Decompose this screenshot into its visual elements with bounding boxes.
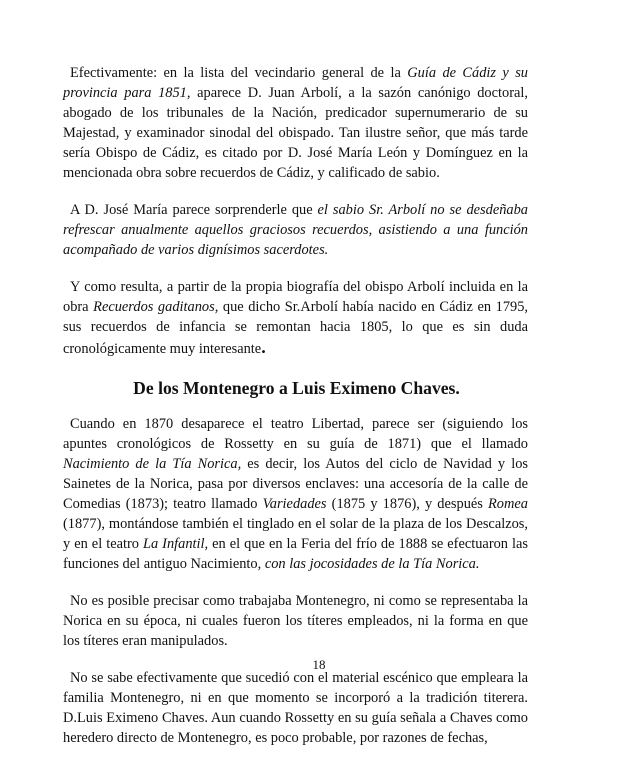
italic-text: La Infantil, [142,536,209,552]
italic-text: Nacimiento de la Tía Norica, [63,456,242,472]
text-segment: Cuando en 1870 desaparece el teatro Libertad, parece ser (siguiendo los apuntes cronológicos de Rossetty en su guía de 1871) que el llamado [63,416,528,452]
paragraph [63,591,528,651]
text-segment: A D. José María parece sorprenderle que [70,202,318,218]
paragraph [63,414,528,574]
text-segment: No se sabe efectivamente que sucedió con el material escénico que empleara la familia Montenegro, ni en que momento se incorporó a la tradición titerera. D.Luis Eximeno Chaves. Aun cuando Rossetty en su guía señala a Chaves como heredero directo de Montenegro, es poco probable, por razones de fechas, [63,670,528,746]
period-mark: . [261,337,266,357]
text-segment: aparece D. Juan Arbolí, a la sazón canónigo doctoral, abogado de los tribunales de la Nación, predicador supernumerario de su Majestad, y examinador sinodal del obispado. Tan ilustre señor, que más tarde sería Obispo de Cádiz, es citado por D. José María León y Domínguez en la mencionada obra sobre recuerdos de Cádiz, y calificado de sabio. [63,85,528,181]
text-segment: que dicho Sr.Arbolí había nacido en Cádiz en 1795, sus recuerdos de infancia se remontan hacia 1805, lo que es sin duda cronológicamente muy interesante [63,299,529,357]
italic-text: con las jocosidades de la Tía Norica. [264,556,480,572]
italic-text: Variedades [262,496,327,512]
italic-text: Recuerdos gaditanos, [93,299,219,315]
page-number: 18 [312,657,326,672]
text-segment: No es posible precisar como trabajaba Montenegro, ni como se representaba la Norica en su época, ni cuales fueron los títeres empleados, ni la forma en que los títeres eran manipulados. [63,593,528,649]
section-heading: De los Montenegro a Luis Eximeno Chaves. [133,378,460,398]
italic-text: Romea [488,496,528,512]
text-segment: es decir, los Autos del ciclo de Navidad y los Sainetes de la Norica, pasa por diversos enclaves: una accesoría de la calle de Comedias (1873); teatro llamado [63,456,528,512]
italic-text: el sabio Sr. Arbolí no se desdeñaba refrescar anualmente aquellos graciosos recuerdos, asistiendo a una función acompañado de varios dignísimos sacerdotes. [63,202,528,258]
paragraph [63,63,528,183]
paragraph [63,200,528,260]
text-segment: (1875 y 1876), y después [326,496,489,512]
text-segment: Y como resulta, a partir de la propia biografía del obispo Arbolí incluida en la obra [63,279,528,315]
text-segment: en el que en la Feria del frío de 1888 se efectuaron las funciones del antiguo Nacimiento, [63,536,529,572]
paragraph [63,277,528,359]
text-segment: Efectivamente: en la lista del vecindario general de la [70,65,408,81]
italic-text: Guía de Cádiz y su provincia para 1851, [63,65,528,101]
paragraph [63,668,528,748]
text-segment: (1877), montándose también el tinglado en el solar de la plaza de los Descalzos, y en el teatro [63,516,528,552]
